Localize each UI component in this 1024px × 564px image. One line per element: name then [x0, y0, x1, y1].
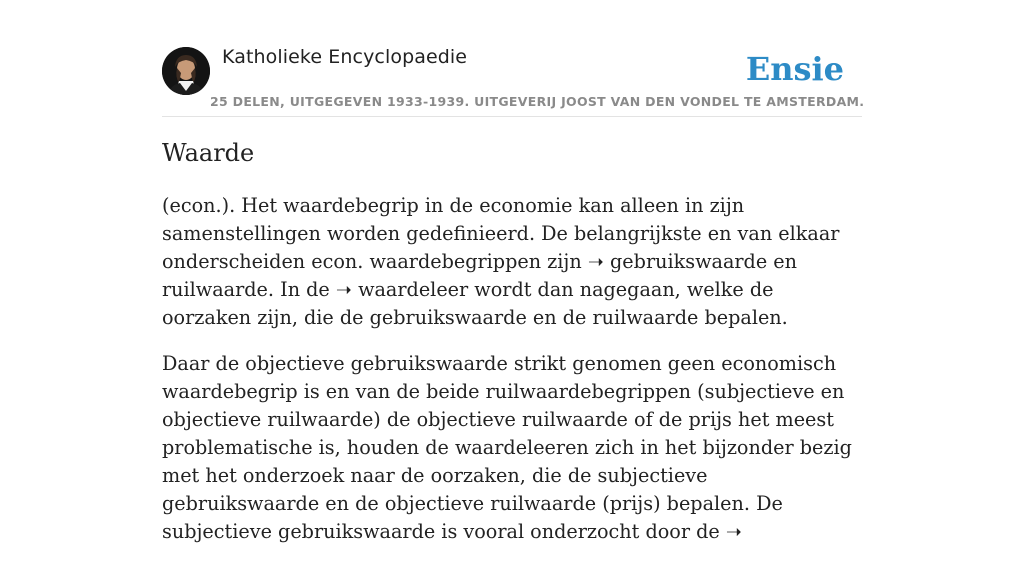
article-body	[162, 192, 862, 564]
paragraph-text: (econ.). Het waardebegrip in de economie kan alleen in zijn samenstellingen worden gedefinieerd. De belangrijkste en van elkaar onderscheiden econ. waardebegrippen zijn	[162, 194, 840, 273]
paragraph-2	[162, 350, 862, 546]
page-container	[162, 0, 865, 543]
link-waardeleer[interactable]: ➝ waardeleer	[335, 278, 469, 301]
ensie-logo[interactable]: Ensie	[745, 50, 844, 88]
book-header	[162, 0, 865, 117]
portrait-image	[162, 47, 210, 95]
paragraph-text: Daar de objectieve gebruikswaarde strikt genomen geen economisch waardebegrip is en van de beide ruilwaardebegrippen (subjectieve en objectieve ruilwaarde) de objectieve ruilwaarde of de prijs het meest problematische is, houden de waardeleeren zich in het bijzonder bezig met het onderzoek naar de oorzaken, die de subjectieve gebruikswaarde en de objectieve ruilwaarde (prijs) bepalen. De subjectieve gebruikswaarde is vooral onderzocht door de	[162, 352, 852, 543]
link-gebruikswaarde[interactable]: ➝ gebruikswaarde	[587, 250, 768, 273]
article-title: Waarde	[162, 139, 255, 167]
paragraph-text: en ruilwaarde. In de	[162, 250, 798, 301]
book-title[interactable]: Katholieke Encyclopaedie	[222, 46, 468, 68]
paragraph-1	[162, 192, 862, 332]
book-subtitle: 25 DELEN, UITGEGEVEN 1933-1939. UITGEVERIJ JOOST VAN DEN VONDEL TE AMSTERDAM.	[210, 94, 865, 109]
link-arrow[interactable]: ➝	[725, 520, 742, 543]
paragraph-text: wordt dan nagegaan, welke de oorzaken zijn, die de gebruikswaarde en de ruilwaarde bepalen.	[162, 278, 788, 329]
book-avatar[interactable]	[162, 47, 210, 95]
